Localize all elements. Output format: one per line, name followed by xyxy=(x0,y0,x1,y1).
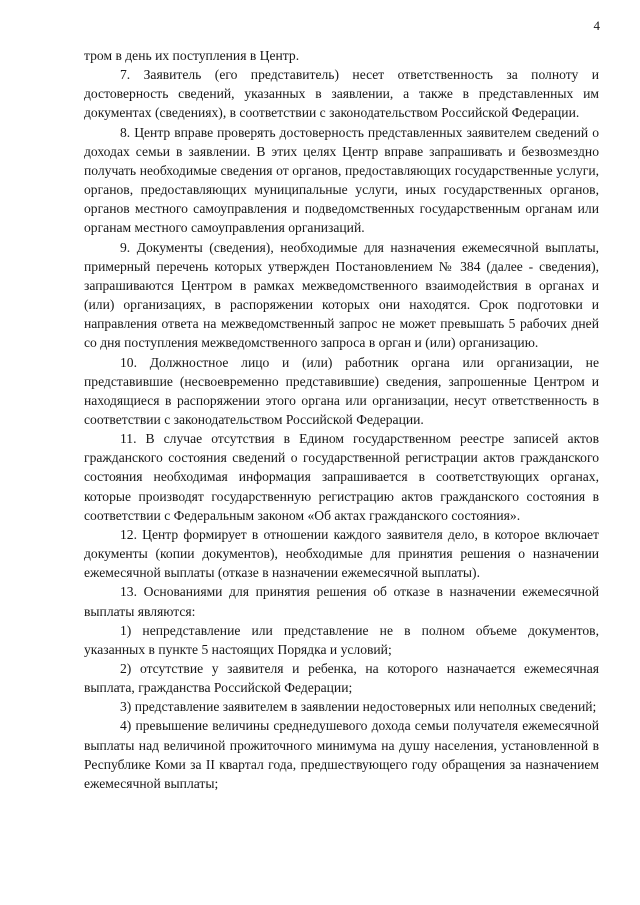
list-item-3: 3) представление заявителем в заявлении недостоверных или неполных сведений; xyxy=(120,699,597,715)
list-item-4: 4) превышение величины среднедушевого дохода семьи получателя ежемесячной выплаты над величиной прожиточного минимума на душу населения, установленной в Республике Коми за II квартал года, предшествующего году обращения за назначением ежемесячной выплаты; xyxy=(84,718,599,791)
paragraph-12: 12. Центр формирует в отношении каждого заявителя дело, в которое включает документы (копии документов), необходимые для принятия решения о назначении ежемесячной выплаты (отказе в назначении ежемесячной выплаты). xyxy=(84,526,599,581)
paragraph-8: 8. Центр вправе проверять достоверность представленных заявителем сведений о доходах семьи в заявлении. В этих целях Центр вправе запрашивать и безвозмездно получать необходимые сведения от органов, предоставляющих государственные услуги, органов, предоставляющих муниципальные услуги, иных государственных органов, органов местного самоуправления и подведомственных государственным органам или органам местного самоуправления организаций. xyxy=(84,124,599,236)
paragraph-10: 10. Должностное лицо и (или) работник органа или организации, не представившие (несвоевременно представившие) сведения, запрошенные Центром и находящиеся в распоряжении этого органа или организации, несут ответственность в соответствии с законодательством Российской Федерации. xyxy=(84,354,599,427)
paragraph-7: 7. Заявитель (его представитель) несет ответственность за полноту и достоверность сведений, указанных в заявлении, а также в представленных им документах (сведениях), в соответствии с законодательством Российской Федерации. xyxy=(84,67,599,121)
list-item-1: 1) непредставление или представление не в полном объеме документов, указанных в пункте 5 настоящих Порядка и условий; xyxy=(84,622,599,657)
page-number: 4 xyxy=(593,18,600,33)
paragraph-9: 9. Документы (сведения), необходимые для назначения ежемесячной выплаты, примерный перечень которых утвержден Постановлением № 384 (далее - сведения), запрашиваются Центром в рамках межведомственного взаимодействия в органах и (или) организациях, в распоряжении которых они находятся. Срок подготовки и направления ответа на межведомственный запрос не может превышать 5 рабочих дней со дня поступления межведомственного запроса в орган и (или) организацию. xyxy=(84,239,599,351)
document-body xyxy=(84,46,599,793)
paragraph-continuation: тром в день их поступления в Центр. xyxy=(84,48,300,63)
paragraph-13: 13. Основаниями для принятия решения об отказе в назначении ежемесячной выплаты являются: xyxy=(84,584,599,619)
list-item-2: 2) отсутствие у заявителя и ребенка, на которого назначается ежемесячная выплата, гражданства Российской Федерации; xyxy=(84,661,599,696)
paragraph-11: 11. В случае отсутствия в Едином государственном реестре записей актов гражданского состояния сведений о государственной регистрации актов гражданского состояния необходимая информация запрашивается в соответствующих органах, которые производят государственную регистрацию актов гражданского состояния в соответствии с Федеральным законом «Об актах гражданского состояния». xyxy=(84,431,599,523)
